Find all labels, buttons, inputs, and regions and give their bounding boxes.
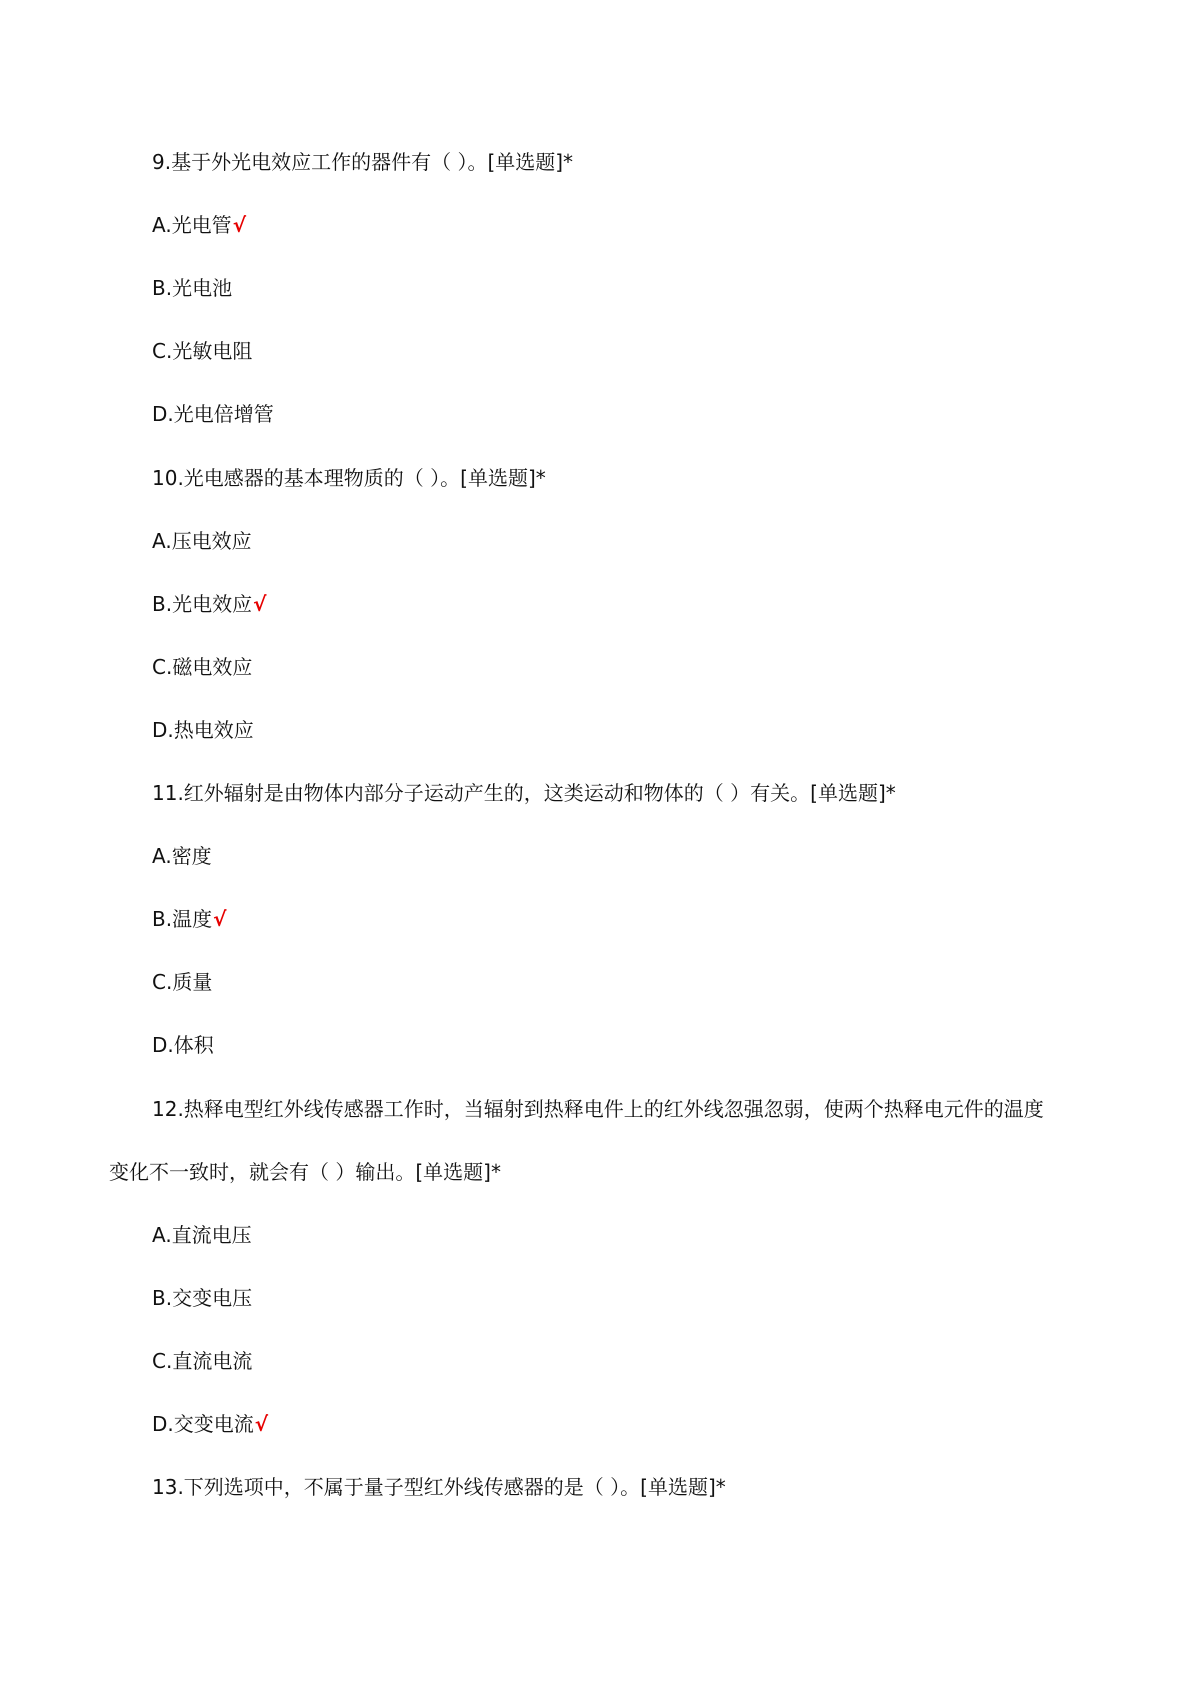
answer-option-text: D.热电效应: [152, 718, 254, 742]
answer-option-text: B.光电效应: [152, 592, 253, 616]
correct-check-icon: √: [254, 1412, 269, 1436]
answer-option-text: A.压电效应: [152, 529, 252, 553]
answer-option-text: C.质量: [152, 970, 213, 994]
question-stem: [152, 464, 546, 492]
question-stem: [152, 1095, 1044, 1123]
answer-option-text: C.磁电效应: [152, 655, 253, 679]
correct-check-icon: √: [232, 213, 247, 237]
question-stem-text: 11.红外辐射是由物体内部分子运动产生的，这类运动和物体的（ ）有关。[单选题]*: [152, 781, 896, 805]
question-stem-continuation-text: 变化不一致时，就会有（ ）输出。[单选题]*: [109, 1160, 501, 1184]
answer-option: [152, 1031, 214, 1059]
answer-option: [152, 527, 252, 555]
correct-check-icon: √: [253, 592, 267, 616]
answer-option-text: A.直流电压: [152, 1223, 252, 1247]
answer-option-text: D.交变电流: [152, 1412, 254, 1436]
answer-option: [152, 590, 266, 618]
answer-option-text: D.光电倍增管: [152, 402, 274, 426]
answer-option-text: B.交变电压: [152, 1286, 253, 1310]
answer-option: [152, 905, 226, 933]
answer-option-text: A.光电管: [152, 213, 232, 237]
answer-option: [152, 968, 212, 996]
answer-option: [152, 1221, 252, 1249]
question-stem-text: 9.基于外光电效应工作的器件有（ ）。[单选题]*: [152, 150, 574, 174]
question-stem: [152, 779, 896, 807]
question-stem: [152, 1473, 726, 1501]
question-stem-continuation: [109, 1158, 501, 1186]
answer-option-text: C.光敏电阻: [152, 339, 253, 363]
answer-option: [152, 653, 252, 681]
answer-option: [152, 337, 252, 365]
question-stem: [152, 148, 573, 176]
answer-option: [152, 1410, 268, 1438]
answer-option: [152, 842, 212, 870]
question-stem-text: 13.下列选项中，不属于量子型红外线传感器的是（ ）。[单选题]*: [152, 1475, 726, 1499]
answer-option-text: B.光电池: [152, 276, 233, 300]
answer-option: [152, 400, 274, 428]
answer-option: [152, 1347, 252, 1375]
answer-option-text: B.温度: [152, 907, 213, 931]
answer-option-text: D.体积: [152, 1033, 214, 1057]
answer-option: [152, 716, 254, 744]
answer-option: [152, 1284, 252, 1312]
question-stem-text: 12.热释电型红外线传感器工作时，当辐射到热释电件上的红外线忽强忽弱，使两个热释电元件的温度: [152, 1097, 1044, 1121]
answer-option-text: C.直流电流: [152, 1349, 253, 1373]
question-stem-text: 10.光电感器的基本理物质的（ ）。[单选题]*: [152, 466, 546, 490]
correct-check-icon: √: [213, 907, 227, 931]
answer-option: [152, 274, 232, 302]
answer-option-text: A.密度: [152, 844, 212, 868]
answer-option: [152, 211, 246, 239]
